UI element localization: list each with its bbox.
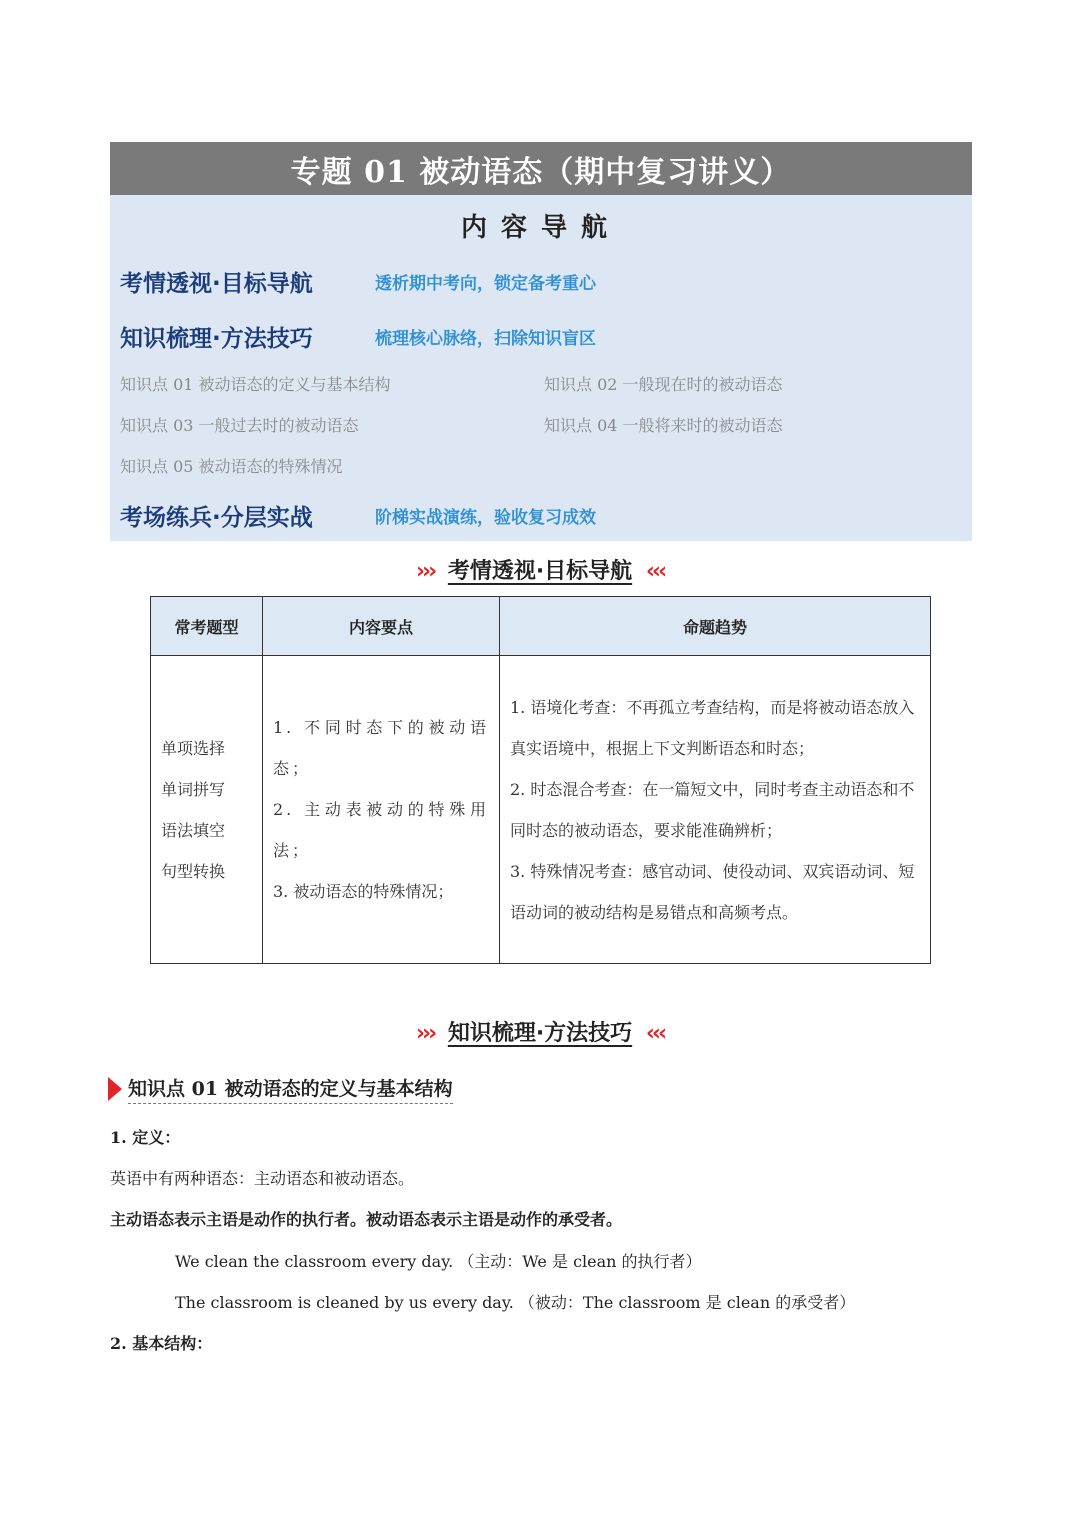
arrow-left-icon: ‹‹‹ [645, 1021, 665, 1046]
nav-section-subtitle: 梳理核心脉络，扫除知识盲区 [375, 329, 596, 349]
page-title: 专题 01 被动语态（期中复习讲义） [110, 142, 972, 195]
table-header-row [151, 597, 931, 656]
table-header: 常考题型 [151, 597, 263, 656]
trend-item: 2. 时态混合考查：在一篇短文中，同时考查主动语态和不同时态的被动语态，要求能准确辨析； [510, 779, 915, 840]
content-point: 1. 不同时态下的被动语态； [273, 718, 489, 778]
arrow-right-icon: ››› [415, 559, 435, 584]
knowledge-point-title [108, 1074, 453, 1104]
content-points-cell [263, 656, 500, 964]
trend-item: 3. 特殊情况考查：感官动词、使役动词、双宾语动词、短语动词的被动结构是易错点和高频考点。 [510, 861, 915, 922]
nav-point-01[interactable]: 知识点 01 被动语态的定义与基本结构 [120, 375, 391, 394]
section-heading-knowledge [0, 1016, 1080, 1047]
section-heading-text: 知识梳理·方法技巧 [447, 1021, 633, 1046]
arrow-left-icon: ‹‹‹ [645, 559, 665, 584]
nav-section-title: 考场练兵·分层实战 [120, 505, 313, 531]
trend-item: 1. 语境化考查：不再孤立考查结构，而是将被动语态放入真实语境中，根据上下文判断语态和时态； [510, 697, 915, 758]
nav-section-title: 考情透视·目标导航 [120, 271, 313, 297]
triangle-marker-icon [108, 1077, 122, 1101]
definition-label: 1. 定义： [110, 1128, 181, 1147]
nav-point-05[interactable]: 知识点 05 被动语态的特殊情况 [120, 457, 343, 476]
question-types-cell [151, 656, 263, 964]
section-heading-text: 考情透视·目标导航 [447, 559, 633, 584]
nav-heading: 内容导航 [460, 213, 621, 243]
arrow-right-icon: ››› [415, 1021, 435, 1046]
content-navigation [110, 195, 972, 541]
question-type: 单词拼写 [161, 779, 226, 799]
question-type: 单项选择 [161, 738, 226, 758]
nav-section-2[interactable] [120, 320, 596, 353]
table-header: 命题趋势 [500, 597, 931, 656]
example-passive: The classroom is cleaned by us every day. （被动：The classroom 是 clean 的承受者） [175, 1293, 856, 1312]
nav-section-1[interactable] [120, 265, 596, 298]
definition-emphasis: 主动语态表示主语是动作的执行者。被动语态表示主语是动作的承受者。 [110, 1210, 623, 1229]
definition-text: 英语中有两种语态：主动语态和被动语态。 [110, 1169, 415, 1188]
nav-point-03[interactable]: 知识点 03 一般过去时的被动语态 [120, 416, 359, 435]
example-active: We clean the classroom every day. （主动：We 是 clean 的执行者） [175, 1252, 702, 1271]
nav-section-title: 知识梳理·方法技巧 [120, 326, 313, 352]
question-type: 句型转换 [161, 861, 226, 881]
nav-section-3[interactable] [120, 499, 596, 532]
table-row [151, 656, 931, 964]
nav-section-subtitle: 阶梯实战演练，验收复习成效 [375, 508, 596, 528]
knowledge-point-heading: 知识点 01 被动语态的定义与基本结构 [128, 1074, 453, 1104]
nav-point-04[interactable]: 知识点 04 一般将来时的被动语态 [544, 416, 783, 435]
content-point: 2. 主动表被动的特殊用法； [273, 800, 489, 860]
nav-section-subtitle: 透析期中考向，锁定备考重心 [375, 274, 596, 294]
trend-cell [500, 656, 931, 964]
nav-point-02[interactable]: 知识点 02 一般现在时的被动语态 [544, 375, 783, 394]
structure-label: 2. 基本结构： [110, 1334, 213, 1353]
table-header: 内容要点 [263, 597, 500, 656]
question-type: 语法填空 [161, 820, 226, 840]
exam-analysis-table [150, 596, 931, 964]
content-point: 3. 被动语态的特殊情况； [273, 882, 454, 901]
section-heading-exam [0, 554, 1080, 585]
